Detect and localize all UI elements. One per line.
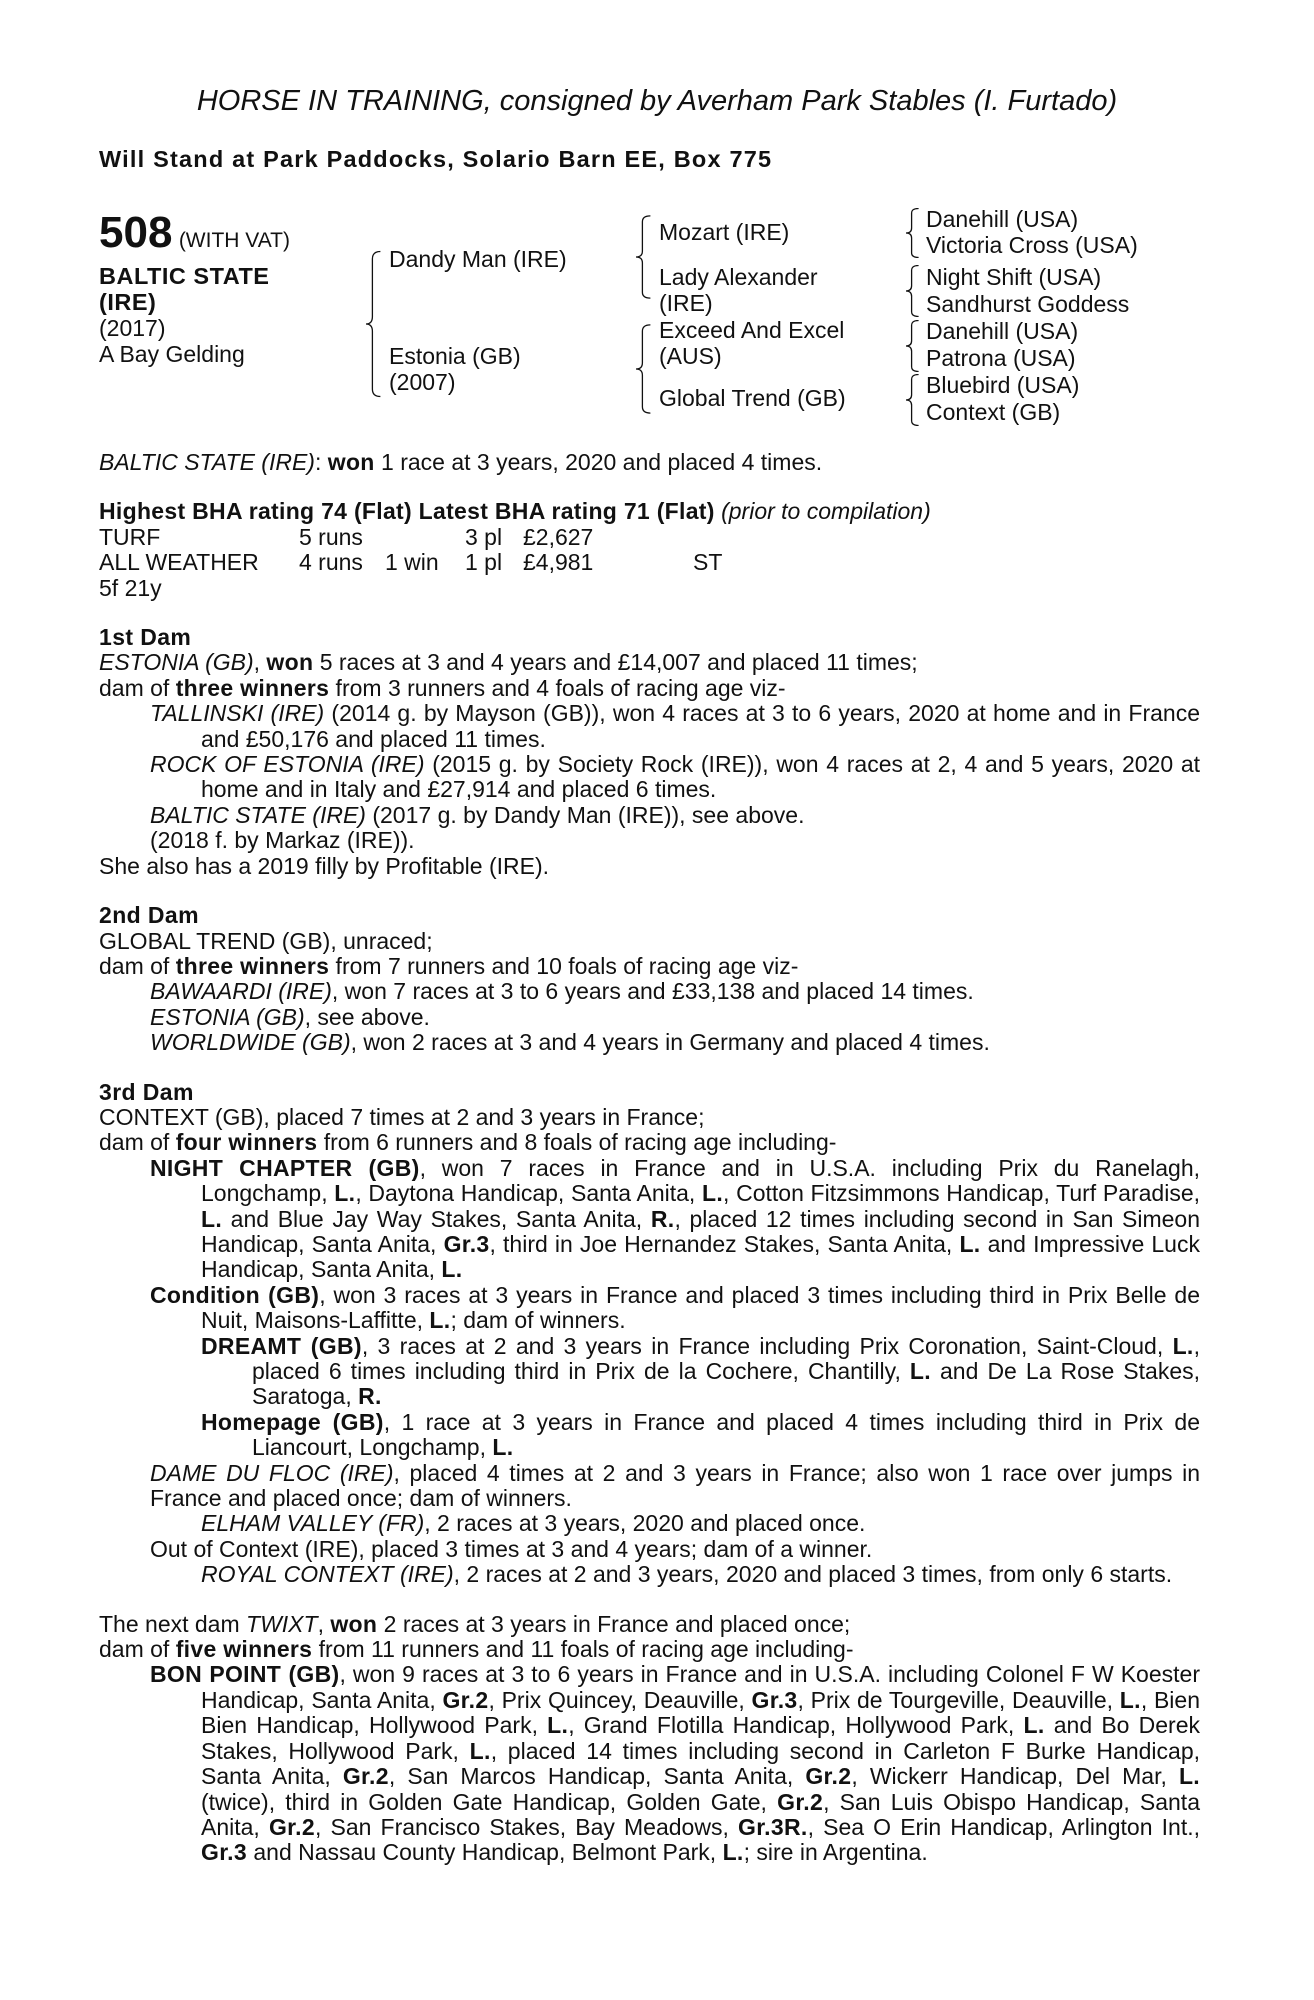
ancestor: Night Shift (USA) xyxy=(926,264,1102,290)
pedigree-entry xyxy=(99,650,1200,675)
text-run: The next dam xyxy=(99,1610,247,1637)
italic-text: BALTIC STATE (IRE) xyxy=(99,449,315,475)
italic-text: TALLINSKI (IRE) xyxy=(150,700,325,727)
record-cell: 1 win xyxy=(385,549,439,576)
record-cell: 5f 21y xyxy=(99,574,162,601)
pedigree-section xyxy=(99,1612,1200,1866)
pedigree-entry xyxy=(99,803,1200,828)
bold-text: won xyxy=(327,449,375,475)
record-cell xyxy=(693,525,813,550)
text-run: , Grand Flotilla Handicap, Hollywood Park, xyxy=(568,1712,1024,1739)
bold-text: won xyxy=(330,1610,378,1637)
text-run: dam of xyxy=(99,1129,176,1156)
text-run: and Impressive Luck Handicap, Santa Anita, xyxy=(201,1230,1200,1283)
lot-number: 508 xyxy=(99,208,173,257)
text-run: (2014 g. by Mayson (GB)), won 4 races at 3 to 6 years, 2020 at home and in France and £50,176 and placed 11 times. xyxy=(201,700,1200,752)
bold-text: L. xyxy=(1023,1712,1045,1739)
ancestor: Patrona (USA) xyxy=(926,345,1076,371)
pedigree-entry xyxy=(99,1030,1200,1055)
record-row xyxy=(99,550,1200,601)
pedigree-entry xyxy=(99,929,1200,954)
pedigree-section xyxy=(99,903,1200,1055)
text-run: , won 9 races at 3 to 6 years in France and in U.S.A. including Colonel F W Koester Handicap, Santa Anita, xyxy=(201,1661,1200,1713)
brace-icon xyxy=(906,265,920,317)
bold-text: BON POINT (GB) xyxy=(150,1661,340,1688)
dam-sections xyxy=(99,625,1200,1866)
italic-text: ROCK OF ESTONIA (IRE) xyxy=(150,751,425,778)
record-row xyxy=(99,525,1200,550)
pedigree-entry xyxy=(99,1511,1200,1536)
ratings-block xyxy=(99,499,1200,601)
sire-dam: Lady Alexander xyxy=(659,264,818,290)
brace-icon xyxy=(906,374,920,426)
bold-text: L. xyxy=(1178,1763,1200,1790)
pedigree-entry xyxy=(99,1410,1200,1461)
record-cell: ALL WEATHER xyxy=(99,549,259,576)
lot-number-line xyxy=(99,210,290,256)
text-run: , 2 races at 3 years, 2020 and placed once. xyxy=(424,1510,866,1537)
pedigree-entry xyxy=(99,676,1200,701)
bold-text: Gr.2 xyxy=(268,1813,315,1840)
dam: Estonia (GB) xyxy=(389,343,521,369)
text-run: from 7 runners and 10 foals of racing age viz- xyxy=(329,952,799,979)
ratings-text: Highest BHA rating 74 (Flat) Latest BHA rating 71 (Flat) xyxy=(99,498,715,525)
brace-icon xyxy=(636,215,652,299)
bold-text: five winners xyxy=(175,1636,313,1663)
ancestor: Victoria Cross (USA) xyxy=(926,232,1138,258)
pedigree-entry xyxy=(99,979,1200,1004)
bold-text: L. xyxy=(429,1307,451,1334)
text-run: , Prix de Tourgeville, Deauville, xyxy=(797,1686,1120,1713)
ancestor: Context (GB) xyxy=(926,399,1061,425)
text-run: dam of xyxy=(99,952,176,979)
record-cell: 4 runs xyxy=(299,549,363,576)
text-run: , see above. xyxy=(304,1003,430,1030)
pedigree-entry xyxy=(99,1334,1200,1410)
text-run: , 1 race at 3 years in France and placed 4 times including third in Prix de Liancourt, Longchamp, xyxy=(252,1408,1200,1461)
italic-text: BAWAARDI (IRE) xyxy=(150,978,332,1005)
text-run: 2 races at 3 years in France and placed once; xyxy=(377,1610,851,1637)
text-run: and De La Rose Stakes, Saratoga, xyxy=(252,1358,1200,1410)
sire-sire: Mozart (IRE) xyxy=(659,219,790,245)
pedigree-block xyxy=(0,0,1314,440)
text-run: dam of xyxy=(99,674,176,701)
bold-text: Gr.3 xyxy=(751,1686,798,1713)
sire: Dandy Man (IRE) xyxy=(389,246,567,272)
pedigree-section xyxy=(99,625,1200,879)
text-run: from 11 runners and 11 foals of racing age including- xyxy=(312,1636,854,1663)
pedigree-entry xyxy=(99,1105,1200,1130)
bold-text: L. xyxy=(909,1358,931,1384)
text-run: , xyxy=(253,649,267,676)
text-run: : xyxy=(314,449,328,475)
text-run: from 3 runners and 4 foals of racing age viz- xyxy=(329,674,786,701)
foaling-year: (2017) xyxy=(99,315,166,341)
bold-text: L. xyxy=(702,1180,724,1207)
bold-text: L. xyxy=(492,1434,514,1461)
bold-text: Homepage (GB) xyxy=(201,1408,384,1435)
bold-text: L. xyxy=(334,1180,356,1207)
race-summary xyxy=(99,450,1200,475)
bold-text: DREAMT (GB) xyxy=(201,1332,362,1359)
bold-text: Gr.2 xyxy=(805,1763,852,1790)
bold-text: Gr.3 xyxy=(201,1839,247,1866)
text-run: , Cotton Fitzsimmons Handicap, Turf Paradise, xyxy=(723,1180,1201,1207)
bold-text: L. xyxy=(441,1256,463,1283)
sire-dam-suffix: (IRE) xyxy=(659,290,713,316)
bold-text: four winners xyxy=(175,1129,318,1156)
text-run: (2018 f. by Markaz (IRE)). xyxy=(150,827,415,854)
text-run: and Nassau County Handicap, Belmont Park, xyxy=(246,1839,723,1866)
bold-text: Gr.3 xyxy=(443,1230,490,1257)
text-run: , placed 6 times including third in Prix de la Cochere, Chantilly, xyxy=(252,1332,1201,1384)
page-title: HORSE IN TRAINING, consigned by Averham Park Stables (I. Furtado) xyxy=(196,85,1118,117)
pedigree-entry xyxy=(99,1637,1200,1662)
record-cell: ST xyxy=(693,549,723,576)
bold-text: Gr.2 xyxy=(342,1763,389,1790)
pedigree-entry xyxy=(99,1461,1200,1512)
text-run: 5 races at 3 and 4 years and £14,007 and placed 11 times; xyxy=(313,649,918,676)
text-run: , San Francisco Stakes, Bay Meadows, xyxy=(314,1813,738,1840)
text-run: , third in Joe Hernandez Stakes, Santa Anita, xyxy=(489,1230,960,1257)
pedigree-entry xyxy=(99,1662,1200,1865)
text-run: , 3 races at 2 and 3 years in France including Prix Coronation, Saint-Cloud, xyxy=(361,1332,1173,1359)
bold-text: three winners xyxy=(175,952,330,979)
section-heading: 2nd Dam xyxy=(99,902,199,929)
text-run: , placed 14 times including second in Carleton F Burke Handicap, Santa Anita, xyxy=(201,1737,1200,1790)
text-run: She also has a 2019 filly by Profitable (IRE). xyxy=(99,852,550,879)
italic-text: TWIXT xyxy=(246,1610,318,1637)
text-run: , won 7 races in France and in U.S.A. including Prix du Ranelagh, Longchamp, xyxy=(201,1154,1201,1207)
brace-icon xyxy=(636,324,652,414)
bold-text: Condition (GB) xyxy=(150,1281,320,1308)
bold-text: L. xyxy=(1172,1332,1194,1359)
text-run: , placed 12 times including second in San Simeon Handicap, Santa Anita, xyxy=(201,1205,1200,1257)
record-cell: TURF xyxy=(99,523,161,550)
record-cell: £4,981 xyxy=(523,549,594,576)
text-run: , won 7 races at 3 to 6 years and £33,138 and placed 14 times. xyxy=(331,978,974,1005)
text-run: , San Luis Obispo Handicap, Santa Anita, xyxy=(201,1788,1200,1840)
text-run: , won 2 races at 3 and 4 years in Germany and placed 4 times. xyxy=(350,1029,990,1056)
text-run: CONTEXT (GB), placed 7 times at 2 and 3 years in France; xyxy=(99,1103,705,1130)
text-run: , won 3 races at 3 years in France and placed 3 times including third in Prix Belle de Nuit, Maisons-Laffitte, xyxy=(201,1281,1200,1334)
ancestor: Sandhurst Goddess xyxy=(926,291,1130,317)
record-cell: 5 runs xyxy=(299,523,363,550)
brace-icon xyxy=(906,208,920,258)
bold-text: won xyxy=(266,649,314,676)
record-cell: £2,627 xyxy=(523,523,594,550)
bold-text: L. xyxy=(722,1839,744,1866)
bold-text: Gr.3R. xyxy=(738,1813,808,1840)
text-run: 1 race at 3 years, 2020 and placed 4 times. xyxy=(374,449,823,475)
horse-name-suffix: (IRE) xyxy=(99,289,157,315)
pedigree-entry xyxy=(99,854,1200,879)
location-line: Will Stand at Park Paddocks, Solario Barn EE, Box 775 xyxy=(99,146,773,172)
bold-text: L. xyxy=(469,1737,491,1764)
text-run: , Prix Quincey, Deauville, xyxy=(488,1686,752,1713)
bold-text: R. xyxy=(358,1383,382,1410)
pedigree-entry xyxy=(99,1562,1200,1587)
pedigree-entry xyxy=(99,1005,1200,1030)
text-run: and Blue Jay Way Stakes, Santa Anita, xyxy=(222,1205,651,1232)
pedigree-entry xyxy=(99,1283,1200,1334)
text-run: ; sire in Argentina. xyxy=(743,1839,928,1866)
dam-year: (2007) xyxy=(389,369,456,395)
catalogue-body xyxy=(99,450,1200,1866)
text-run: , 2 races at 2 and 3 years, 2020 and placed 3 times, from only 6 starts. xyxy=(453,1561,1173,1588)
pedigree-entry xyxy=(99,1156,1200,1283)
ancestor: Danehill (USA) xyxy=(926,318,1079,344)
bold-text: Gr.2 xyxy=(777,1788,824,1815)
bold-text: three winners xyxy=(175,674,330,701)
text-run: (2017 g. by Dandy Man (IRE)), see above. xyxy=(365,801,805,828)
bold-text: L. xyxy=(201,1205,223,1232)
text-run: (2015 g. by Society Rock (IRE)), won 4 races at 2, 4 and 5 years, 2020 at home and in Italy and £27,914 and placed 6 times. xyxy=(201,751,1201,803)
text-run: , Daytona Handicap, Santa Anita, xyxy=(355,1180,702,1207)
italic-text: WORLDWIDE (GB) xyxy=(150,1029,351,1056)
text-run: GLOBAL TREND (GB), unraced; xyxy=(99,927,433,954)
brace-icon xyxy=(366,250,382,398)
text-run: dam of xyxy=(99,1636,176,1663)
italic-text: ELHAM VALLEY (FR) xyxy=(201,1510,425,1537)
text-run: from 6 runners and 8 foals of racing age including- xyxy=(317,1129,837,1156)
pedigree-entry xyxy=(99,752,1200,803)
pedigree-entry xyxy=(99,1612,1200,1637)
text-run: (twice), third in Golden Gate Handicap, Golden Gate, xyxy=(201,1788,778,1815)
race-record-table xyxy=(99,525,1200,601)
section-heading: 1st Dam xyxy=(99,624,192,651)
bold-text: Gr.2 xyxy=(442,1686,489,1713)
italic-text: ROYAL CONTEXT (IRE) xyxy=(201,1561,454,1588)
bha-ratings xyxy=(99,499,1200,524)
bold-text: L. xyxy=(547,1712,569,1739)
text-run: , Wickerr Handicap, Del Mar, xyxy=(851,1763,1179,1790)
bold-text: NIGHT CHAPTER (GB) xyxy=(150,1154,420,1181)
bold-text: L. xyxy=(959,1230,981,1257)
pedigree-section xyxy=(99,1080,1200,1588)
vat-label: (WITH VAT) xyxy=(178,229,291,252)
brace-icon xyxy=(906,320,920,372)
dam-sire: Exceed And Excel xyxy=(659,317,845,343)
record-cell xyxy=(385,525,465,550)
ancestor: Bluebird (USA) xyxy=(926,372,1080,398)
italic-text: ESTONIA (GB) xyxy=(150,1003,305,1030)
ancestor: Danehill (USA) xyxy=(926,206,1079,232)
text-run: , Bien Bien Handicap, Hollywood Park, xyxy=(201,1686,1200,1739)
dam-sire-suffix: (AUS) xyxy=(659,343,722,369)
dam-dam: Global Trend (GB) xyxy=(659,385,846,411)
text-run: ; dam of winners. xyxy=(450,1307,626,1334)
horse-description: A Bay Gelding xyxy=(99,341,245,367)
pedigree-entry xyxy=(99,701,1200,752)
text-run: Out of Context (IRE), placed 3 times at 3 and 4 years; dam of a winner. xyxy=(150,1535,873,1562)
italic-text: ESTONIA (GB) xyxy=(99,649,254,676)
text-run: , San Marcos Handicap, Santa Anita, xyxy=(388,1763,806,1790)
text-run: , placed 4 times at 2 and 3 years in France; also won 1 race over jumps in France and placed once; dam of winners. xyxy=(150,1459,1200,1512)
section-heading: 3rd Dam xyxy=(99,1078,194,1105)
text-run: , Sea O Erin Handicap, Arlington Int., xyxy=(807,1813,1200,1840)
record-cell: 3 pl xyxy=(465,523,503,550)
pedigree-entry xyxy=(99,954,1200,979)
pedigree-entry xyxy=(99,1130,1200,1155)
pedigree-entry xyxy=(99,1537,1200,1562)
record-cell: 1 pl xyxy=(465,549,503,576)
italic-text: DAME DU FLOC (IRE) xyxy=(150,1459,394,1486)
ratings-note: (prior to compilation) xyxy=(714,498,931,525)
italic-text: BALTIC STATE (IRE) xyxy=(150,801,366,828)
pedigree-entry xyxy=(99,828,1200,853)
text-run: and Bo Derek Stakes, Hollywood Park, xyxy=(201,1712,1201,1764)
horse-name: BALTIC STATE xyxy=(99,263,270,289)
bold-text: L. xyxy=(1119,1686,1141,1713)
text-run: , xyxy=(317,1610,331,1637)
bold-text: R. xyxy=(650,1205,675,1232)
